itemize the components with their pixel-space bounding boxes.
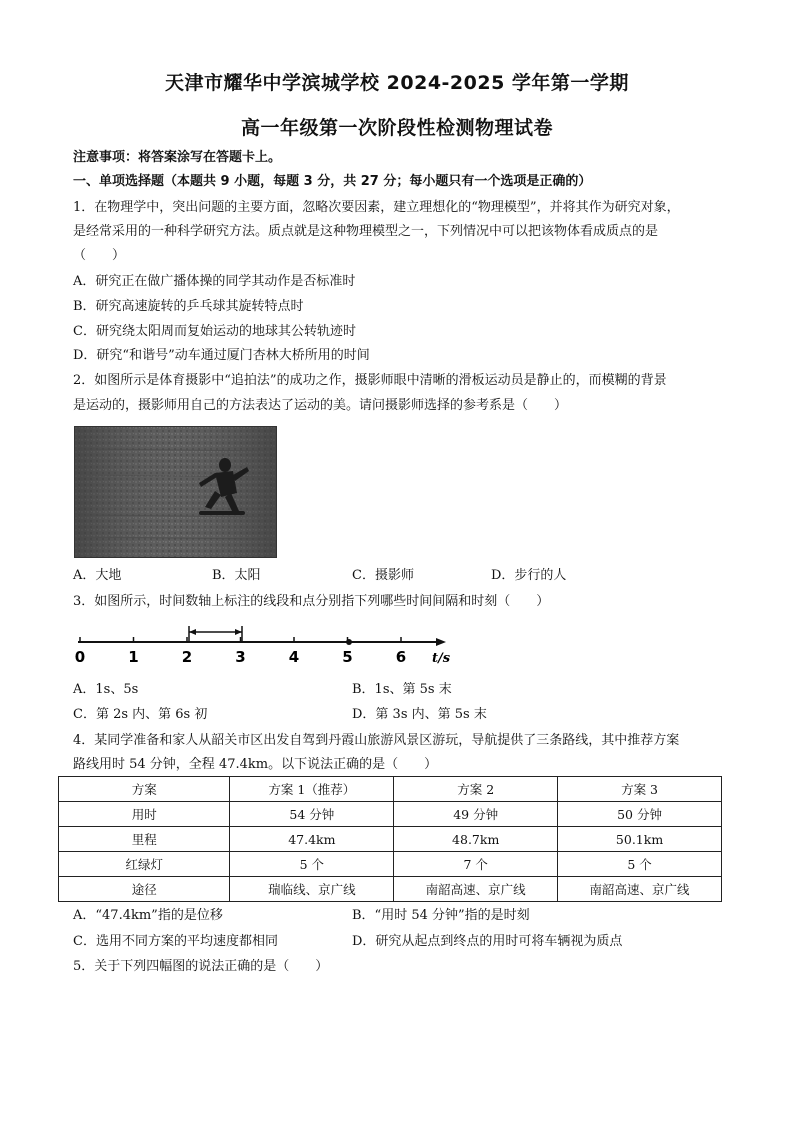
route-table-cell: 5 个 [230, 852, 394, 877]
q2-option-b: B．太阳 [212, 568, 261, 583]
q2-option-a: A．大地 [73, 568, 122, 583]
route-table [58, 776, 722, 902]
route-table-cell: 50.1km [558, 827, 722, 852]
route-table-cell: 南韶高速、京广线 [394, 877, 558, 902]
route-table-row [59, 852, 722, 877]
skateboarder-photo [74, 426, 277, 558]
q1-stem-line2: 是经常采用的一种科学研究方法。质点就是这种物理模型之一，下列情况中可以把该物体看成质点的是 [73, 224, 659, 239]
route-table-header-cell: 方案 2 [394, 777, 558, 802]
section-heading: 一、单项选择题（本题共 9 小题，每题 3 分，共 27 分；每小题只有一个选项是正确的） [73, 174, 592, 189]
route-table-cell: 途径 [59, 877, 230, 902]
exam-title-line2: 高一年级第一次阶段性检测物理试卷 [240, 117, 553, 139]
exam-title-line1: 天津市耀华中学滨城学校 2024-2025 学年第一学期 [165, 72, 629, 94]
q5-stem: 5．关于下列四幅图的说法正确的是（ ） [73, 959, 329, 974]
q2-option-d: D．步行的人 [491, 568, 567, 583]
route-table-row [59, 877, 722, 902]
q4-option-c: C．选用不同方案的平均速度都相同 [73, 934, 278, 949]
route-table-cell: 南韶高速、京广线 [558, 877, 722, 902]
axis-unit-label: t/s [432, 651, 451, 666]
q4-option-a: A．“47.4km”指的是位移 [73, 908, 223, 923]
interval-arrow-right [235, 629, 242, 635]
q1-option-c: C．研究绕太阳周而复始运动的地球其公转轨迹时 [73, 324, 356, 339]
q3-option-a: A．1s、5s [73, 682, 139, 697]
skateboarder-photo-graphic [75, 427, 276, 557]
route-table-cell: 50 分钟 [558, 802, 722, 827]
route-table-row [59, 802, 722, 827]
time-axis-svg [70, 620, 460, 666]
route-table-cell: 7 个 [394, 852, 558, 877]
q1-option-a: A．研究正在做广播体操的同学其动作是否标准时 [73, 274, 356, 289]
route-table-header-cell: 方案 [59, 777, 230, 802]
q3-stem: 3．如图所示，时间数轴上标注的线段和点分别指下列哪些时间间隔和时刻（ ） [73, 594, 550, 609]
axis-tick-label: 3 [235, 648, 246, 666]
q4-option-b: B．“用时 54 分钟”指的是时刻 [352, 908, 530, 923]
route-table-cell: 里程 [59, 827, 230, 852]
q3-option-d: D．第 3s 内、第 5s 末 [352, 707, 487, 722]
q2-stem-line1: 2．如图所示是体育摄影中“追拍法”的成功之作，摄影师眼中清晰的滑板运动员是静止的，而模糊的背景 [73, 373, 667, 388]
axis-tick-label: 5 [342, 648, 353, 666]
route-table-cell: 47.4km [230, 827, 394, 852]
q4-option-d: D．研究从起点到终点的用时可将车辆视为质点 [352, 934, 623, 949]
q3-option-b: B．1s、第 5s 末 [352, 682, 452, 697]
route-table-cell: 瑞临线、京广线 [230, 877, 394, 902]
route-table-cell: 54 分钟 [230, 802, 394, 827]
q4-stem-line2: 路线用时 54 分钟，全程 47.4km。以下说法正确的是（ ） [73, 757, 438, 772]
axis-tick-label: 6 [395, 648, 407, 666]
time-axis-diagram [70, 620, 460, 666]
axis-tick-label: 0 [74, 648, 86, 666]
route-table-header-cell: 方案 3 [558, 777, 722, 802]
route-table-cell: 红绿灯 [59, 852, 230, 877]
q1-stem-line1: 1．在物理学中，突出问题的主要方面，忽略次要因素，建立理想化的“物理模型”，并将其作为研究对象， [73, 200, 680, 215]
q2-stem-line2: 是运动的，摄影师用自己的方法表达了运动的美。请问摄影师选择的参考系是（ ） [73, 398, 568, 413]
q2-option-c: C．摄影师 [352, 568, 414, 583]
notice: 注意事项：将答案涂写在答题卡上。 [73, 150, 282, 165]
route-table-cell: 用时 [59, 802, 230, 827]
interval-arrow-left [189, 629, 196, 635]
q4-stem-line1: 4．某同学准备和家人从韶关市区出发自驾到丹霞山旅游风景区游玩，导航提供了三条路线，其中推荐方案 [73, 733, 680, 748]
route-table-cell: 49 分钟 [394, 802, 558, 827]
route-table-cell: 5 个 [558, 852, 722, 877]
axis-tick-label: 1 [128, 648, 139, 666]
axis-arrow [436, 638, 446, 646]
route-table-header [59, 777, 722, 802]
q1-option-b: B．研究高速旋转的乒乓球其旋转特点时 [73, 299, 304, 314]
q3-option-c: C．第 2s 内、第 6s 初 [73, 707, 208, 722]
axis-tick-label: 4 [288, 648, 300, 666]
route-table-row [59, 827, 722, 852]
q1-option-d: D．研究“和谐号”动车通过厦门杏林大桥所用的时间 [73, 348, 370, 363]
route-table-cell: 48.7km [394, 827, 558, 852]
q1-stem-line3: （ ） [73, 248, 126, 263]
axis-tick-label: 2 [181, 648, 193, 666]
time-point-5 [346, 639, 352, 645]
route-table-header-cell: 方案 1（推荐） [230, 777, 394, 802]
